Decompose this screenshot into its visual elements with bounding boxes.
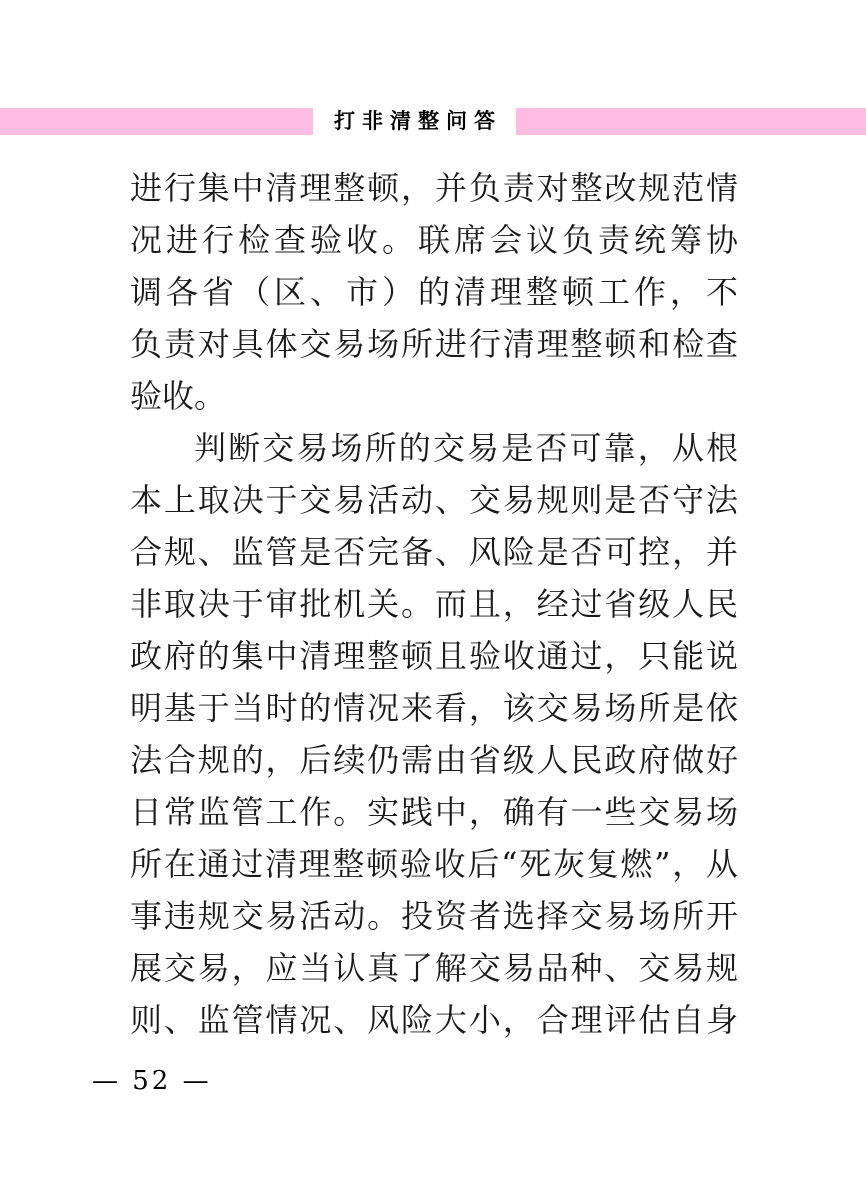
text-line: 验收。 bbox=[130, 377, 227, 415]
text-line: 非取决于审批机关。而且，经过省级人民 bbox=[130, 585, 738, 623]
text-line: 负责对具体交易场所进行清理整顿和检查 bbox=[130, 325, 738, 363]
text-line: 合规、监管是否完备、风险是否可控，并 bbox=[130, 533, 738, 571]
running-head bbox=[0, 108, 866, 135]
text-line: 本上取决于交易活动、交易规则是否守法 bbox=[130, 481, 738, 519]
page-number: — 52 — bbox=[92, 1066, 212, 1096]
text-line: 法合规的，后续仍需由省级人民政府做好 bbox=[130, 741, 738, 779]
header-rule-left bbox=[0, 108, 313, 135]
text-line: 况进行检查验收。联席会议负责统筹协 bbox=[130, 221, 738, 259]
paragraph bbox=[130, 162, 738, 422]
text-line: 调各省（区、市）的清理整顿工作，不 bbox=[130, 273, 738, 311]
book-title: 打非清整问答 bbox=[313, 108, 516, 135]
text-line: 所在通过清理整顿验收后“死灰复燃”，从 bbox=[130, 845, 738, 883]
text-line: 判断交易场所的交易是否可靠，从根 bbox=[194, 429, 738, 467]
text-line: 展交易，应当认真了解交易品种、交易规 bbox=[130, 949, 738, 987]
text-line: 则、监管情况、风险大小，合理评估自身 bbox=[130, 1001, 738, 1039]
text-line: 日常监管工作。实践中，确有一些交易场 bbox=[130, 793, 738, 831]
text-line: 政府的集中清理整顿且验收通过，只能说 bbox=[130, 637, 738, 675]
paragraph bbox=[130, 422, 738, 1046]
text-line: 事违规交易活动。投资者选择交易场所开 bbox=[130, 897, 738, 935]
text-line: 明基于当时的情况来看，该交易场所是依 bbox=[130, 689, 738, 727]
text-line: 进行集中清理整顿，并负责对整改规范情 bbox=[130, 169, 738, 207]
body-text bbox=[130, 162, 738, 1046]
header-rule-right bbox=[516, 108, 866, 135]
